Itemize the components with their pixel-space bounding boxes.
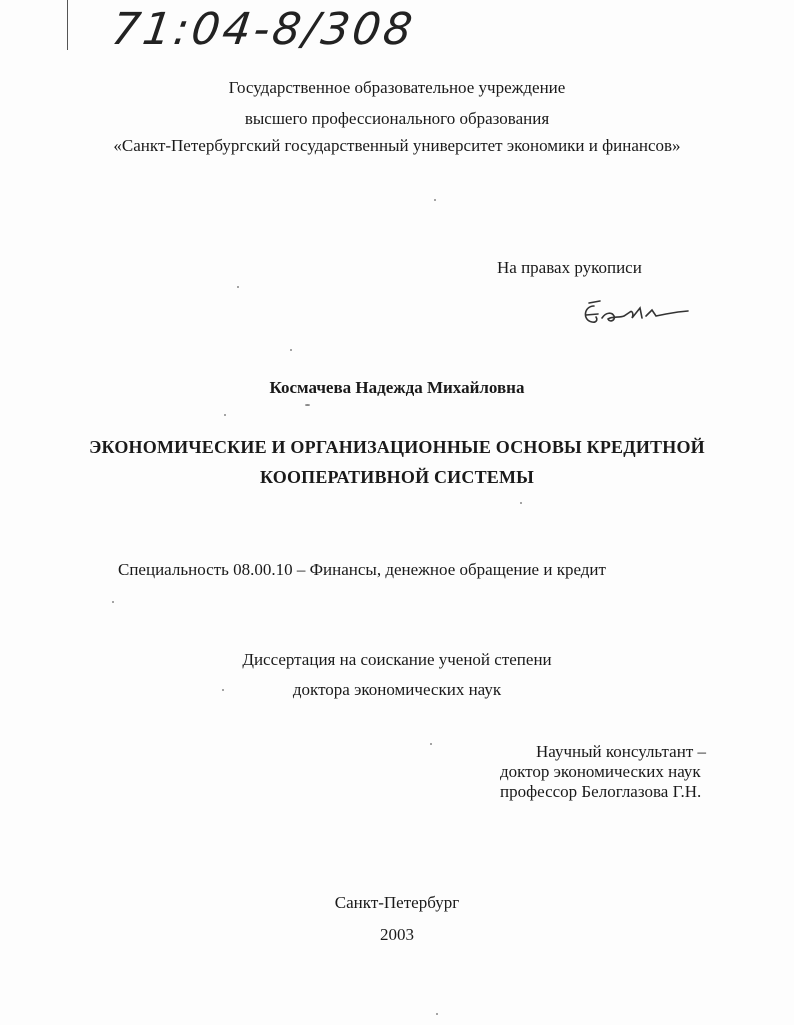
scan-speck [305, 404, 310, 406]
dissertation-line-2: доктора экономических наук [292, 680, 502, 699]
consultant-line-1: Научный консультант – [536, 742, 706, 761]
scan-speck [520, 502, 522, 504]
scan-margin-line [67, 0, 68, 50]
scan-speck [224, 414, 226, 416]
scan-speck [290, 349, 292, 351]
signature [580, 298, 692, 332]
year: 2003 [380, 925, 414, 944]
manuscript-rights: На правах рукописи [497, 258, 642, 277]
consultant-line-3: профессор Белоглазова Г.Н. [500, 782, 702, 801]
institution-line-1: Государственное образовательное учреждение [228, 78, 566, 97]
scan-speck [237, 286, 239, 288]
scan-speck [436, 1013, 438, 1015]
scan-speck [112, 601, 114, 603]
institution-line-2: высшего профессионального образования [244, 109, 550, 128]
institution-line-3: «Санкт-Петербургский государственный университет экономики и финансов» [113, 136, 681, 155]
archive-number-handwritten: 71:04-8/308 [108, 4, 419, 55]
scan-speck [430, 743, 432, 745]
specialty: Специальность 08.00.10 – Финансы, денежное обращение и кредит [118, 560, 606, 579]
title-line-2: КООПЕРАТИВНОЙ СИСТЕМЫ [259, 467, 535, 487]
author-name: Космачева Надежда Михайловна [269, 378, 525, 397]
title-line-1: ЭКОНОМИЧЕСКИЕ И ОРГАНИЗАЦИОННЫЕ ОСНОВЫ КРЕДИТНОЙ [89, 437, 705, 457]
scan-speck [434, 199, 436, 201]
scan-speck [222, 689, 224, 691]
city: Санкт-Петербург [334, 893, 460, 912]
dissertation-line-1: Диссертация на соискание ученой степени [242, 650, 552, 669]
consultant-line-2: доктор экономических наук [500, 762, 701, 781]
